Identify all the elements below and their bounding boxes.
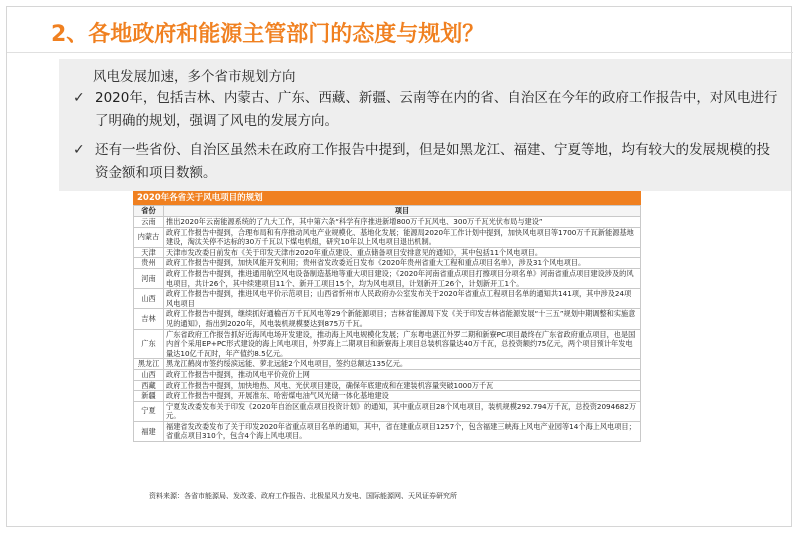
table-row — [134, 258, 641, 269]
table-row — [134, 380, 641, 391]
project-cell: 政府工作报告中提到，合理布局和有序推动风电产业规模化、基地化发展；能源局2020年工作计划中提到，加快风电项目等1700万千瓦新能源基地建设，淘汰关停不达标的30万千瓦以下煤电机组，研究10年以上风电项目退出机制。 — [164, 227, 641, 247]
project-cell: 政府工作报告中提到，加快地热、风电、光伏项目建设，确保年底建成和在建装机容量突破1000万千瓦 — [164, 380, 641, 391]
project-cell: 福建省发改委发布了关于印发2020年省重点项目名单的通知，其中，省在建重点项目1257个，包含福建三峡海上风电产业园等14个海上风电项目；省重点项目310个，包含4个海上风电项目。 — [164, 421, 641, 441]
table-row — [134, 268, 641, 288]
project-cell: 政府工作报告中提到，继续抓好通榆百万千瓦风电等29个新能源项目；吉林省能源局下发《关于印发吉林省能源发展“十三五”规划中期调整和实施意见的通知》，指出到2020年，风电装机规模要达到875万千瓦。 — [164, 309, 641, 329]
project-cell: 天津市发改委日前发布《关于印发天津市2020年重点建设、重点储备项目安排意见的通知》，其中包括11个风电项目。 — [164, 247, 641, 258]
check-icon: ✓ — [73, 90, 85, 106]
province-cell: 福建 — [134, 421, 164, 441]
data-table — [133, 205, 641, 442]
summary-subhead: 风电发展加速，多个省市规划方向 — [93, 69, 296, 85]
project-cell: 政府工作报告中提到，推动风电平价竞价上网 — [164, 369, 641, 380]
province-cell: 云南 — [134, 217, 164, 228]
province-cell: 新疆 — [134, 391, 164, 402]
project-cell: 推出2020年云南能源系统的了九大工作，其中第六条“科学有序推进新增800万千瓦风电、300万千瓦光伏布局与建设” — [164, 217, 641, 228]
header-project: 项目 — [164, 206, 641, 217]
table-title: 2020年各省关于风电项目的规划 — [133, 191, 641, 205]
table-row — [134, 391, 641, 402]
province-cell: 黑龙江 — [134, 359, 164, 370]
summary-panel — [59, 59, 791, 191]
province-cell: 山西 — [134, 289, 164, 309]
bullet-item — [69, 139, 783, 185]
table-row — [134, 309, 641, 329]
province-cell: 吉林 — [134, 309, 164, 329]
table-row — [134, 227, 641, 247]
bullet-text: 2020年，包括吉林、内蒙古、广东、西藏、新疆、云南等在内的省、自治区在今年的政府工作报告中，对风电进行了明确的规划，强调了风电的发展方向。 — [95, 90, 778, 129]
province-cell: 宁夏 — [134, 401, 164, 421]
province-cell: 广东 — [134, 329, 164, 359]
province-cell: 内蒙古 — [134, 227, 164, 247]
slide — [6, 6, 792, 527]
bullet-text: 还有一些省份、自治区虽然未在政府工作报告中提到，但是如黑龙江、福建、宁夏等地，均有较大的发展规模的投资金额和项目数额。 — [95, 142, 770, 181]
table-row — [134, 359, 641, 370]
project-cell: 政府工作报告中提到，开展准东、哈密煤电油气风光储一体化基地建设 — [164, 391, 641, 402]
province-cell: 西藏 — [134, 380, 164, 391]
bullet-item — [69, 87, 783, 133]
table-row — [134, 369, 641, 380]
project-cell: 政府工作报告中提到，推进通用航空风电设备制造基地等重大项目建设；《2020年河南省重点项目打擦项目分项名单》河南省重点项目建设涉及的风电项目，共计26个，其中续建项目11个、新开工项目15个，均为风电项目，计划新开工26个，计划新开工1个。 — [164, 268, 641, 288]
table-row — [134, 421, 641, 441]
project-cell: 广东省政府工作报告抓好近海风电场开发建设，推动海上风电规模化发展；广东粤电湛江外罗二期和新寮PC项目最终在广东省政府重点项目，也是国内首个采用EP+PC形式建设的海上风电项目，外罗海上二期项目和新寮海上项目总装机容量达40万千瓦，总投资额约75亿元，两个项目预计年发电量达10亿千瓦时，年产值约8.5亿元。 — [164, 329, 641, 359]
province-cell: 河南 — [134, 268, 164, 288]
wind-power-table — [133, 191, 641, 487]
title-bar — [7, 7, 793, 53]
check-icon: ✓ — [73, 142, 85, 158]
table-row — [134, 217, 641, 228]
project-cell: 宁夏发改委发布关于印发《2020年自治区重点项目投资计划》的通知，其中重点项目28个风电项目，装机规模292.794万千瓦，总投资2094682万元。 — [164, 401, 641, 421]
table-header-row — [134, 206, 641, 217]
province-cell: 天津 — [134, 247, 164, 258]
source-note: 资料来源：各省市能源局、发改委、政府工作报告、北极星风力发电、国际能源网、天风证券研究所 — [149, 492, 457, 500]
project-cell: 政府工作报告中提到，加快风能开发利用；贵州省发改委近日发布《2020年贵州省重大工程和重点项目名单》，涉及31个风电项目。 — [164, 258, 641, 269]
province-cell: 山西 — [134, 369, 164, 380]
table-row — [134, 247, 641, 258]
project-cell: 黑龙江鹤岗市签约绥滨远能、萝北远能2个风电项目，签约总额达135亿元。 — [164, 359, 641, 370]
project-cell: 政府工作报告中提到，推进风电平价示范项目；山西省忻州市人民政府办公室发布关于2020年省重点工程项目名单的通知共141项，其中涉及24项风电项目 — [164, 289, 641, 309]
header-province: 省份 — [134, 206, 164, 217]
table-row — [134, 401, 641, 421]
page-title: 2、各地政府和能源主管部门的态度与规划？ — [51, 22, 485, 47]
province-cell: 贵州 — [134, 258, 164, 269]
table-row — [134, 289, 641, 309]
table-row — [134, 329, 641, 359]
